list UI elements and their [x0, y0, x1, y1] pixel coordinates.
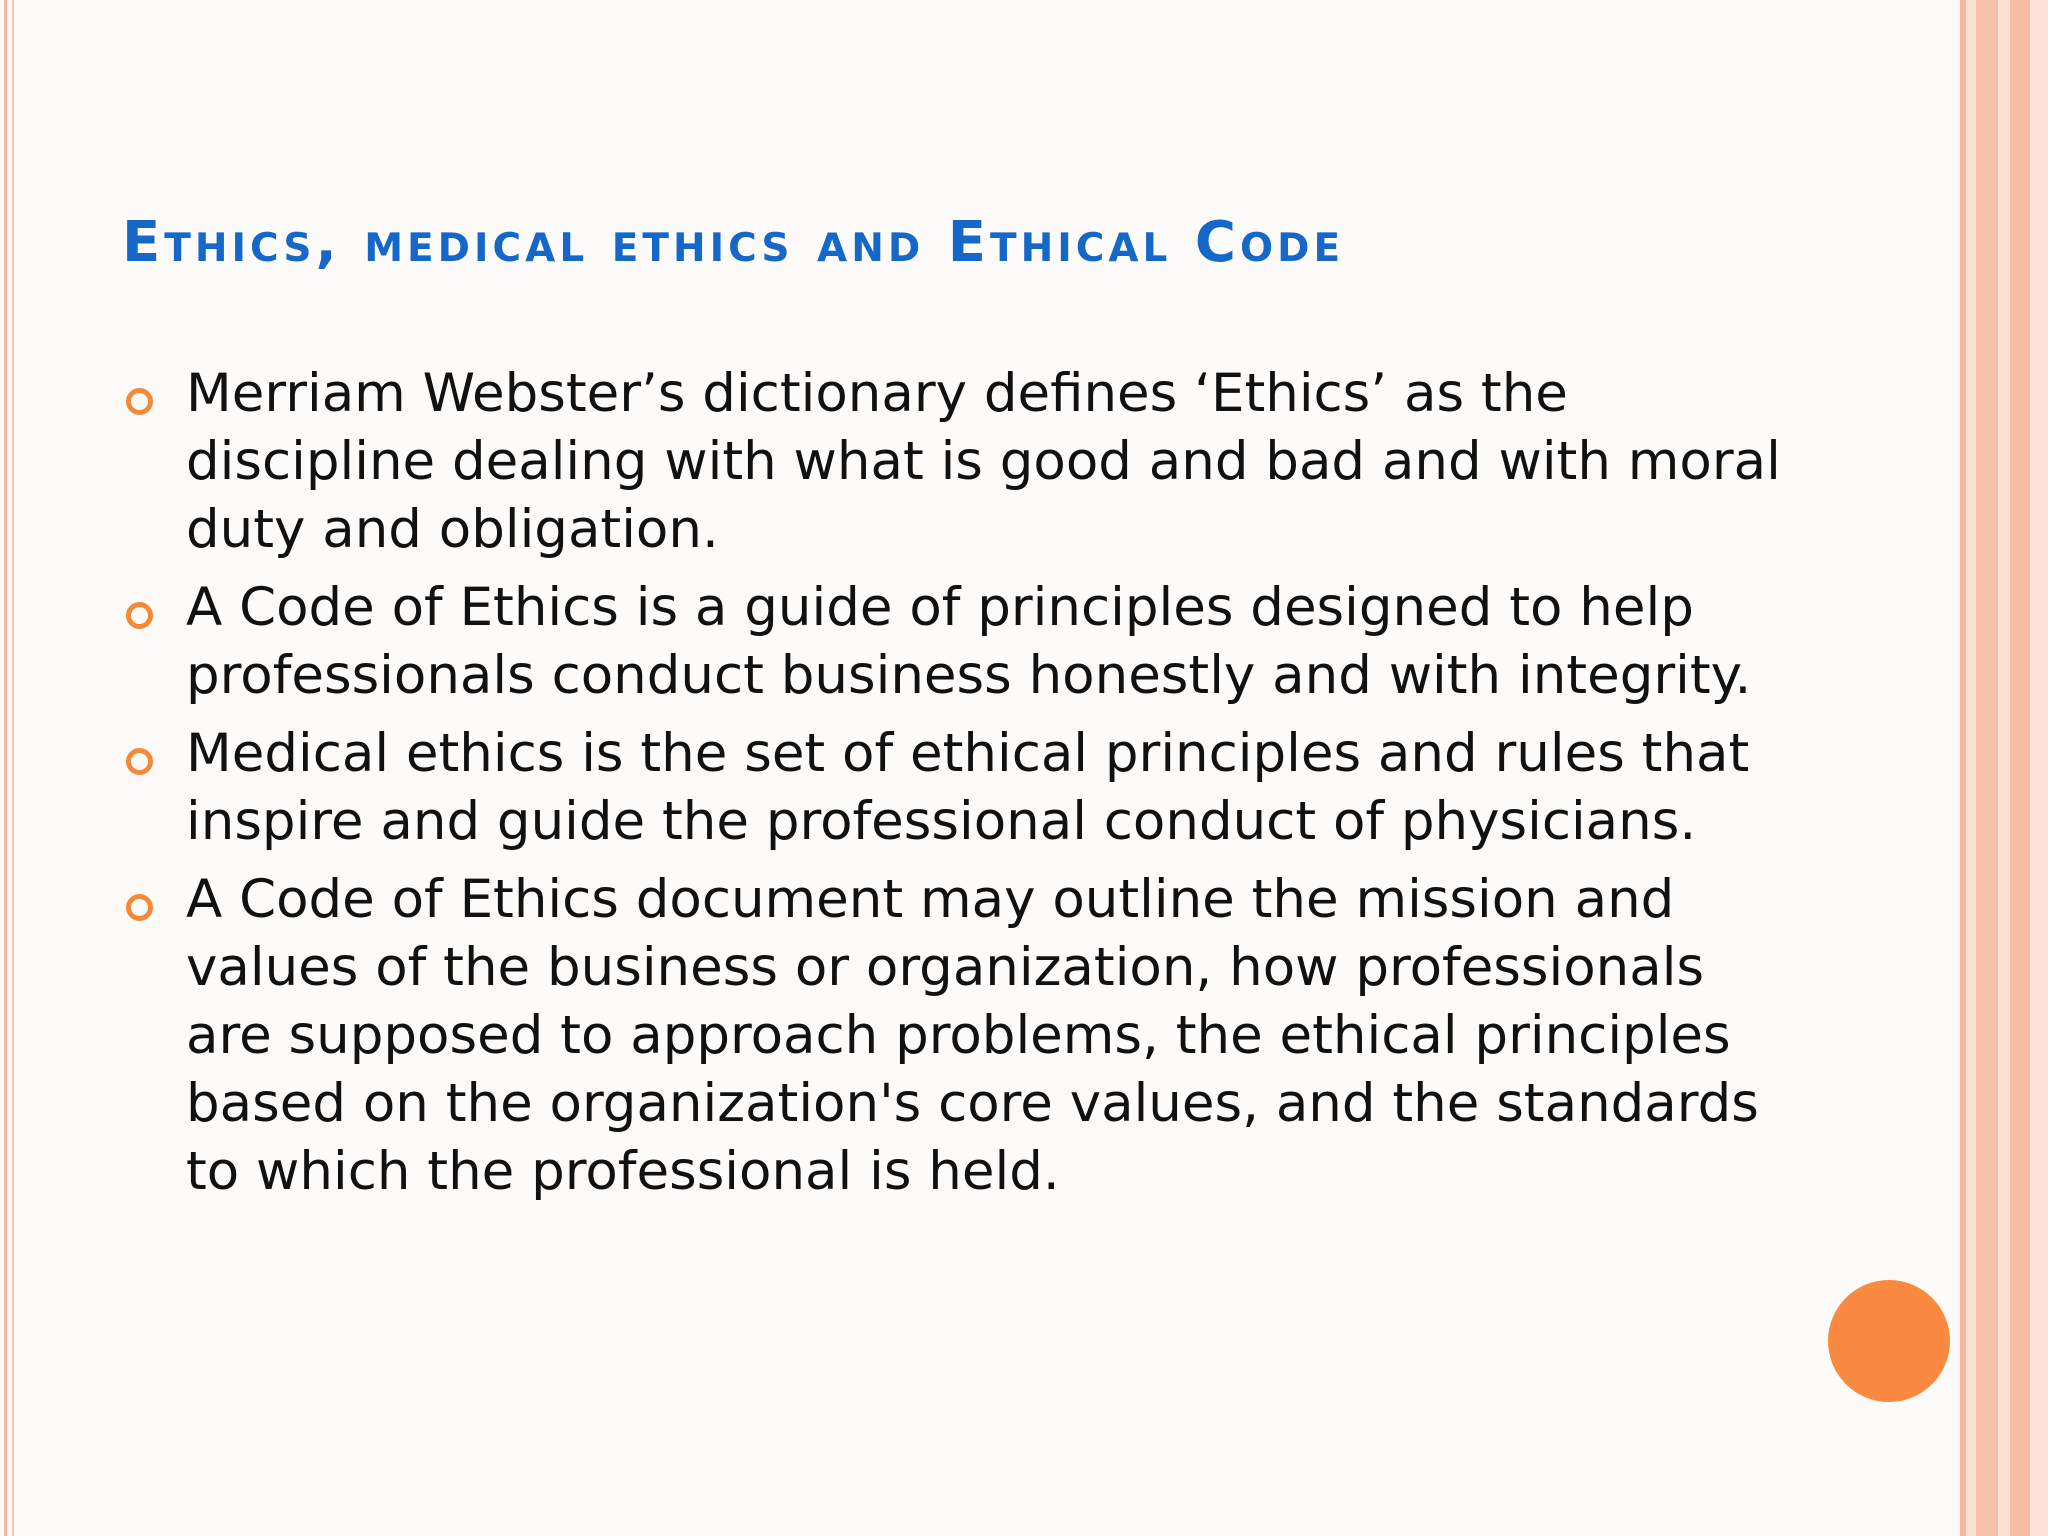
slide-title: Ethics, medical ethics and Ethical Code [122, 210, 1345, 275]
bullet-text: A Code of Ethics is a guide of principles designed to help professionals conduct business honestly and with integrity. [186, 577, 1752, 706]
bullet-text: A Code of Ethics document may outline the mission and values of the business or organization, how professionals are supposed to approach problems, the ethical principles based on the organization's core values, and the standards to which the professional is held. [186, 869, 1759, 1202]
circle-bullet-icon [126, 602, 153, 629]
right-border-stripe [1966, 0, 1976, 1536]
circle-bullet-icon [126, 894, 153, 921]
bullet-list [122, 360, 1782, 1216]
right-border-stripe [1976, 0, 1998, 1536]
right-border-stripe [1998, 0, 2010, 1536]
bullet-item [122, 866, 1782, 1206]
bullet-item [122, 360, 1782, 564]
left-border-line-inner [12, 0, 14, 1536]
circle-bullet-icon [126, 388, 153, 415]
bullet-item [122, 574, 1782, 710]
right-border-stripe [2030, 0, 2048, 1536]
left-border-line [4, 0, 7, 1536]
bullet-text: Merriam Webster’s dictionary defines ‘Ethics’ as the discipline dealing with what is good and bad and with moral duty and obligation. [186, 363, 1781, 560]
bullet-text: Medical ethics is the set of ethical principles and rules that inspire and guide the professional conduct of physicians. [186, 723, 1750, 852]
orange-circle-decoration [1828, 1280, 1950, 1402]
circle-bullet-icon [126, 748, 153, 775]
right-border-stripe [2010, 0, 2030, 1536]
bullet-item [122, 720, 1782, 856]
